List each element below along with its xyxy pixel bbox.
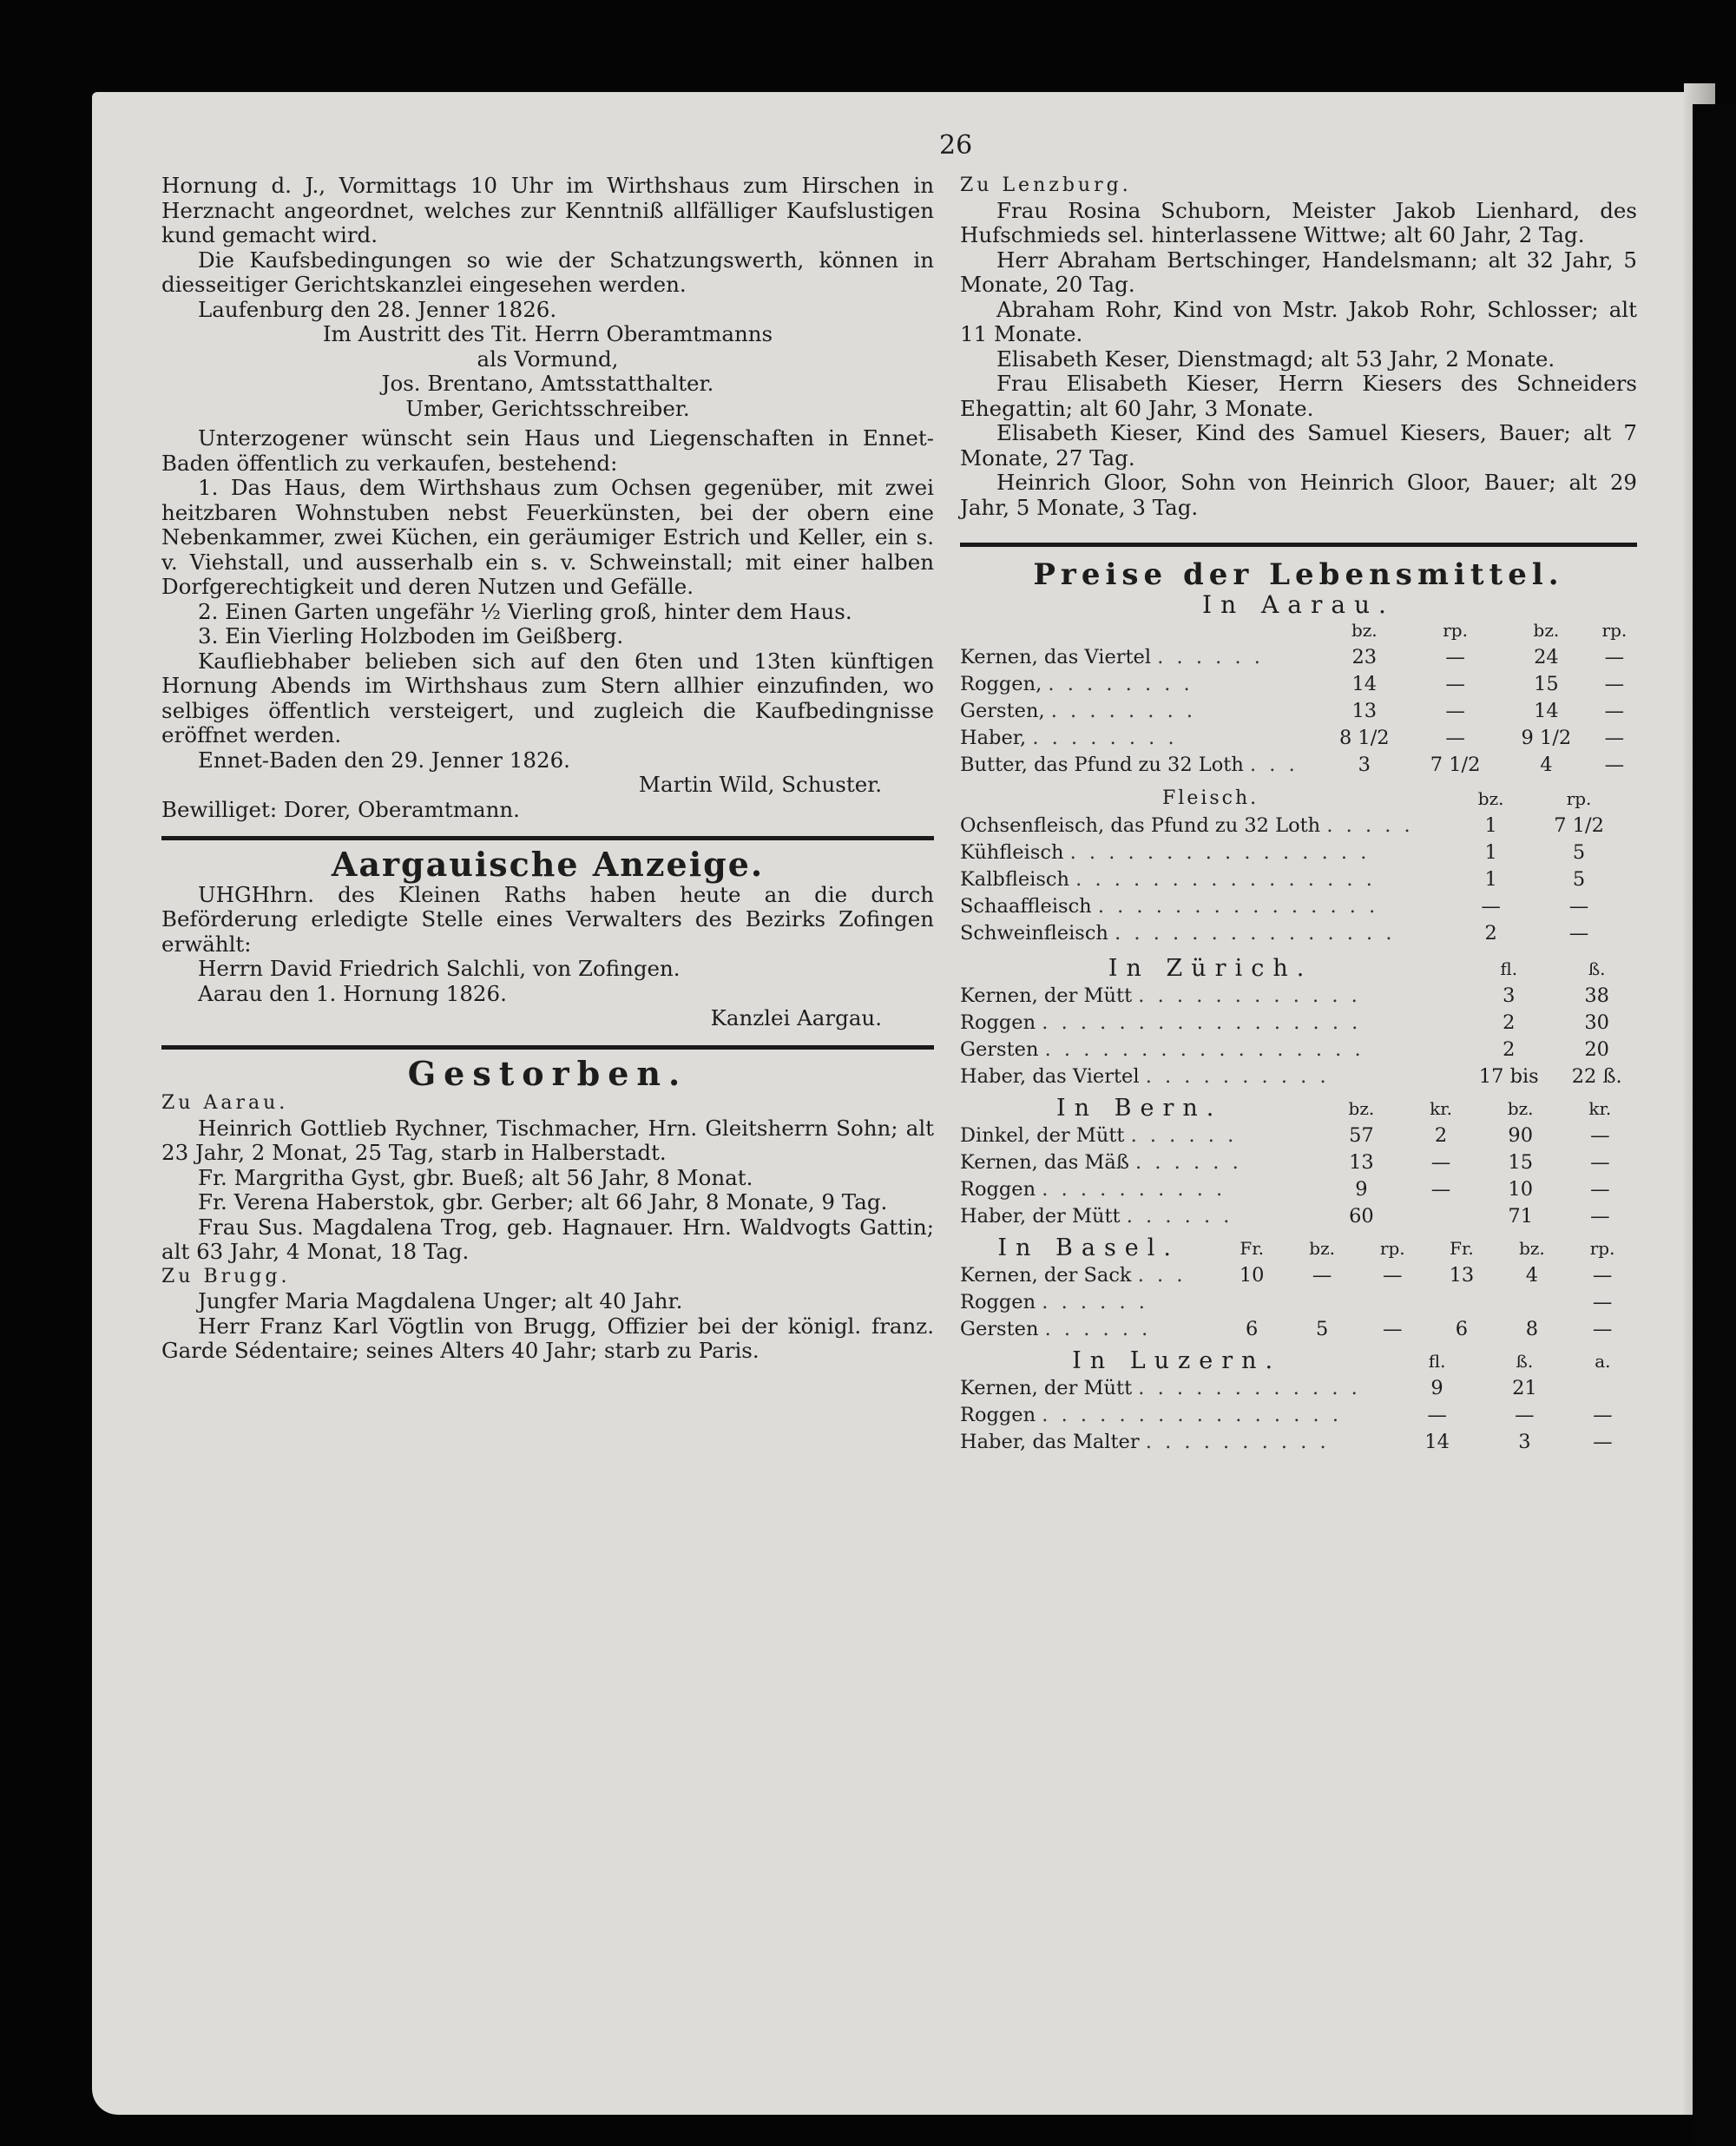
death-entry: Herr Franz Karl Vögtlin von Brugg, Offizier bei der königl. franz. Garde Sédentaire; seines Alters 40 Jahr; starb zu Paris. xyxy=(161,1313,934,1363)
market-heading-basel: In Basel. xyxy=(997,1234,1180,1262)
price-cell: 4 xyxy=(1540,754,1553,777)
price-label: Haber, der Mütt xyxy=(960,1205,1121,1228)
price-cell: — xyxy=(1383,1318,1403,1341)
price-cell: 7 1/2 xyxy=(1554,814,1604,838)
column-header: bz. xyxy=(1348,1098,1375,1120)
price-table-header xyxy=(960,786,1637,813)
column-header: ß. xyxy=(1588,958,1606,980)
price-cell xyxy=(1496,1289,1568,1316)
price-row: Roggen . . . . . . . . . . . . . . . . — — — xyxy=(960,1402,1637,1429)
price-cell: — xyxy=(1430,1151,1451,1175)
price-label: Roggen, xyxy=(960,673,1042,696)
price-cell: 7 1/2 xyxy=(1430,754,1481,777)
price-label: Roggen xyxy=(960,1404,1036,1427)
sale-item: 2. Einen Garten ungefähr ½ Vierling groß, hinter dem Haus. xyxy=(198,598,852,624)
price-cell: — xyxy=(1593,1431,1613,1454)
price-row: Butter, das Pfund zu 32 Loth . . . 3 7 1/2 4 — xyxy=(960,752,1637,779)
price-table-header xyxy=(960,617,1637,644)
price-cell: — xyxy=(1445,700,1465,723)
price-cell: — xyxy=(1383,1264,1403,1287)
price-row: Kernen, der Sack . . . 10 — — 13 4 — xyxy=(960,1262,1637,1289)
deaths-place: Zu Brugg. xyxy=(161,1265,291,1287)
prices-title: Preise der Lebensmittel. xyxy=(1033,557,1564,592)
price-cell: 3 xyxy=(1503,984,1516,1008)
price-row: Roggen, . . . . . . . . 14 — 15 — xyxy=(960,671,1637,698)
price-row: Kernen, das Mäß . . . . . . 13 — 15 — xyxy=(960,1149,1637,1176)
price-cell: — xyxy=(1604,727,1625,750)
price-row: Schweinfleisch . . . . . . . . . . . . . . . 2 — xyxy=(960,920,1637,947)
price-row: Kernen, das Viertel . . . . . . 23 — 24 — xyxy=(960,644,1637,671)
price-cell: — xyxy=(1590,1151,1610,1175)
death-entry: Fr. Verena Haberstok, gbr. Gerber; alt 66 Jahr, 8 Monate, 9 Tag. xyxy=(198,1189,888,1215)
aargau-appointee: Herrn David Friedrich Salchli, von Zofingen. xyxy=(198,956,681,981)
section-divider xyxy=(960,543,1637,547)
price-label: Kernen, der Mütt xyxy=(960,984,1133,1008)
column-header: kr. xyxy=(1588,1098,1612,1120)
price-cell xyxy=(1217,1289,1286,1316)
price-cell: — xyxy=(1604,754,1625,777)
price-row: Haber, das Malter . . . . . . . . . . 14 3 — xyxy=(960,1429,1637,1456)
price-row: Dinkel, der Mütt . . . . . . 57 2 90 — xyxy=(960,1122,1637,1149)
signature-line: Umber, Gerichtsschreiber. xyxy=(405,395,690,421)
price-table-header xyxy=(960,1096,1637,1122)
price-label: Haber, xyxy=(960,727,1027,750)
auction-date: Laufenburg den 28. Jenner 1826. xyxy=(198,296,557,322)
price-row: Roggen . . . . . . . . . . . . . . . . . 2 30 xyxy=(960,1010,1637,1037)
deaths-place: Zu Lenzburg. xyxy=(960,174,1132,196)
price-label: Roggen xyxy=(960,1291,1036,1314)
price-cell: 22 ß. xyxy=(1571,1065,1622,1089)
price-row: Kernen, der Mütt . . . . . . . . . . . . 3 38 xyxy=(960,983,1637,1010)
price-cell: 20 xyxy=(1584,1038,1609,1062)
sale-date: Ennet-Baden den 29. Jenner 1826. xyxy=(198,747,570,773)
price-cell: — xyxy=(1445,646,1465,669)
price-cell xyxy=(1568,1375,1637,1402)
price-cell: 13 xyxy=(1449,1264,1475,1287)
price-cell: 57 xyxy=(1349,1124,1374,1148)
price-row: Haber, der Mütt . . . . . . 60 71 — xyxy=(960,1203,1637,1230)
price-row: Gersten . . . . . . 6 5 — 6 8 — xyxy=(960,1316,1637,1343)
price-cell: — xyxy=(1427,1404,1447,1427)
column-header: rp. xyxy=(1589,1238,1615,1260)
column-header: fl. xyxy=(1428,1351,1446,1373)
price-cell: — xyxy=(1604,673,1625,696)
column-header: fl. xyxy=(1500,958,1518,980)
price-label: Kernen, das Viertel xyxy=(960,646,1152,669)
price-cell: 5 xyxy=(1572,868,1586,892)
price-table-fleisch xyxy=(960,786,1637,947)
price-row: Roggen . . . . . . — xyxy=(960,1289,1637,1316)
price-cell xyxy=(1427,1289,1496,1316)
death-entry: Fr. Margritha Gyst, gbr. Bueß; alt 56 Jahr, 8 Monat. xyxy=(198,1164,753,1190)
death-entry: Frau Rosina Schuborn, Meister Jakob Lienhard, des Hufschmieds sel. hinterlassene Wittwe; alt 60 Jahr, 2 Tag. xyxy=(960,197,1637,247)
price-cell: 3 xyxy=(1358,754,1371,777)
price-cell: — xyxy=(1590,1205,1610,1228)
column-header: kr. xyxy=(1430,1098,1452,1120)
price-cell: 71 xyxy=(1508,1205,1534,1228)
price-cell: 1 xyxy=(1484,814,1497,838)
price-cell: — xyxy=(1590,1124,1610,1148)
column-header: Fr. xyxy=(1240,1238,1264,1260)
price-cell: — xyxy=(1568,922,1589,945)
price-label: Schweinfleisch xyxy=(960,922,1108,945)
price-cell: — xyxy=(1593,1404,1613,1427)
price-cell: 15 xyxy=(1508,1151,1534,1175)
price-row: Kühfleisch . . . . . . . . . . . . . . . . 1 5 xyxy=(960,839,1637,866)
section-divider xyxy=(161,836,934,840)
price-cell: 9 1/2 xyxy=(1521,727,1572,750)
price-cell: 6 xyxy=(1455,1318,1469,1341)
column-header: bz. xyxy=(1507,1098,1534,1120)
price-cell: 5 xyxy=(1572,841,1586,865)
price-cell xyxy=(1358,1289,1427,1316)
price-cell: — xyxy=(1604,700,1625,723)
left-column xyxy=(161,174,934,1364)
price-cell: 9 xyxy=(1355,1178,1368,1201)
auction-conditions: Die Kaufsbedingungen so wie der Schatzungswerth, können in diesseitiger Gerichtskanzlei eingesehen werden. xyxy=(161,247,934,297)
market-heading-luzern: In Luzern. xyxy=(1072,1347,1282,1375)
price-label: Gersten, xyxy=(960,700,1045,723)
price-table-header xyxy=(960,1235,1637,1262)
price-label: Kernen, der Sack xyxy=(960,1264,1132,1287)
signature-line: Im Austritt des Tit. Herrn Oberamtmanns xyxy=(322,321,773,346)
price-cell: — xyxy=(1481,895,1501,918)
price-cell: 4 xyxy=(1525,1264,1539,1287)
price-cell: 90 xyxy=(1508,1124,1534,1148)
price-cell: 8 xyxy=(1525,1318,1539,1341)
signature-line: Jos. Brentano, Amtsstatthalter. xyxy=(381,371,714,396)
price-label: Gersten xyxy=(960,1038,1039,1062)
price-table-header xyxy=(960,956,1637,983)
market-heading-fleisch: Fleisch. xyxy=(1162,787,1259,810)
price-cell: — xyxy=(1445,727,1465,750)
section-divider xyxy=(161,1045,934,1050)
price-cell: 10 xyxy=(1239,1264,1265,1287)
death-entry: Abraham Rohr, Kind von Mstr. Jakob Rohr, Schlosser; alt 11 Monate. xyxy=(960,296,1637,346)
price-cell: 1 xyxy=(1484,841,1497,865)
aargau-notice-title: Aargauische Anzeige. xyxy=(331,845,765,884)
sale-closing: Kaufliebhaber belieben sich auf den 6ten und 13ten künftigen Hornung Abends im Wirthshaus zum Stern allhier einzufinden, wo selbiges öffentlich versteigert, und zugleich die Kaufbedingnisse eröffnet werden. xyxy=(161,648,934,747)
price-cell: 13 xyxy=(1351,700,1378,723)
price-row: Haber, das Viertel . . . . . . . . . . 17 bis 22 ß. xyxy=(960,1063,1637,1090)
price-cell: 14 xyxy=(1351,673,1378,696)
column-header: rp. xyxy=(1379,1238,1405,1260)
column-header: ß. xyxy=(1516,1351,1534,1373)
price-table-header xyxy=(960,1348,1637,1375)
price-cell: 60 xyxy=(1349,1205,1374,1228)
price-cell: 3 xyxy=(1518,1431,1531,1454)
price-cell: — xyxy=(1592,1291,1613,1314)
death-entry: Elisabeth Keser, Dienstmagd; alt 53 Jahr, 2 Monate. xyxy=(996,346,1555,372)
price-cell: 2 xyxy=(1484,922,1497,945)
signature-line: als Vormund, xyxy=(477,346,619,372)
death-entry: Heinrich Gottlieb Rychner, Tischmacher, Hrn. Gleitsherrn Sohn; alt 23 Jahr, 2 Monat, 25 Tag, starb in Halberstadt. xyxy=(161,1115,934,1165)
price-row: Gersten . . . . . . . . . . . . . . . . . 2 20 xyxy=(960,1037,1637,1063)
price-label: Schaaffleisch xyxy=(960,895,1092,918)
death-entry: Herr Abraham Bertschinger, Handelsmann; alt 32 Jahr, 5 Monate, 20 Tag. xyxy=(960,247,1637,297)
price-cell: 6 xyxy=(1245,1318,1259,1341)
price-row: Haber, . . . . . . . . 8 1/2 — 9 1/2 — xyxy=(960,725,1637,752)
auction-text: Hornung d. J., Vormittags 10 Uhr im Wirthshaus zum Hirschen in Herznacht angeordnet, welches zur Kenntniß allfälliger Kaufslustigen kund gemacht wird. xyxy=(161,173,934,247)
price-cell: 14 xyxy=(1534,700,1559,723)
column-header: bz. xyxy=(1477,788,1504,810)
deaths-place: Zu Aarau. xyxy=(161,1092,289,1114)
column-header: rp. xyxy=(1443,620,1468,642)
deaths-title: Gestorben. xyxy=(407,1053,688,1093)
price-row: Roggen . . . . . . . . . . 9 — 10 — xyxy=(960,1176,1637,1203)
column-header: Fr. xyxy=(1450,1238,1474,1260)
page-number: 26 xyxy=(939,130,973,161)
right-column xyxy=(960,174,1637,1456)
price-row: Kernen, der Mütt . . . . . . . . . . . . 9 21 xyxy=(960,1375,1637,1402)
price-cell: 30 xyxy=(1584,1011,1609,1035)
column-header: bz. xyxy=(1351,620,1378,642)
price-label: Haber, das Malter xyxy=(960,1431,1140,1454)
price-cell xyxy=(1404,1203,1477,1230)
price-row: Kalbfleisch . . . . . . . . . . . . . . . . 1 5 xyxy=(960,866,1637,893)
price-table-bern xyxy=(960,1096,1637,1230)
price-cell xyxy=(1286,1289,1358,1316)
price-cell: — xyxy=(1515,1404,1535,1427)
price-cell: 24 xyxy=(1534,646,1559,669)
price-cell: 1 xyxy=(1484,868,1497,892)
column-header: bz. xyxy=(1533,620,1560,642)
aargau-date: Aarau den 1. Hornung 1826. xyxy=(198,980,507,1006)
price-cell: — xyxy=(1592,1264,1613,1287)
price-cell: 10 xyxy=(1508,1178,1534,1201)
price-label: Butter, das Pfund zu 32 Loth xyxy=(960,754,1244,777)
sale-signer: Martin Wild, Schuster. xyxy=(638,772,882,797)
price-cell: — xyxy=(1590,1178,1610,1201)
market-heading-aarau: In Aarau. xyxy=(1202,589,1395,619)
price-cell: 14 xyxy=(1424,1431,1450,1454)
sale-approved: Bewilliget: Dorer, Oberamtmann. xyxy=(161,796,520,822)
price-cell: 38 xyxy=(1584,984,1609,1008)
aargau-signer: Kanzlei Aargau. xyxy=(710,1005,882,1030)
price-cell: — xyxy=(1430,1178,1451,1201)
price-row: Schaaffleisch . . . . . . . . . . . . . . . — — xyxy=(960,893,1637,920)
scan-border xyxy=(1693,104,1736,2146)
price-table-aarau xyxy=(960,617,1637,779)
price-label: Roggen xyxy=(960,1178,1036,1201)
price-label: Kühfleisch xyxy=(960,841,1064,865)
column-header: a. xyxy=(1595,1351,1611,1373)
price-cell: 8 1/2 xyxy=(1338,727,1390,750)
price-cell: 21 xyxy=(1512,1377,1537,1400)
market-heading-bern: In Bern. xyxy=(1056,1095,1223,1122)
price-cell: 13 xyxy=(1349,1151,1374,1175)
price-cell: 23 xyxy=(1351,646,1378,669)
price-cell: — xyxy=(1312,1264,1332,1287)
market-heading-zuerich: In Zürich. xyxy=(1108,955,1313,983)
death-entry: Heinrich Gloor, Sohn von Heinrich Gloor, Bauer; alt 29 Jahr, 5 Monate, 3 Tag. xyxy=(960,470,1637,520)
price-cell: 15 xyxy=(1534,673,1559,696)
price-label: Haber, das Viertel xyxy=(960,1065,1140,1089)
price-cell: 2 xyxy=(1503,1038,1516,1062)
price-label: Ochsenfleisch, das Pfund zu 32 Loth xyxy=(960,814,1321,838)
price-cell: — xyxy=(1568,895,1589,918)
price-label: Dinkel, der Mütt xyxy=(960,1124,1125,1148)
price-label: Kalbfleisch xyxy=(960,868,1069,892)
price-table-luzern xyxy=(960,1348,1637,1456)
price-cell: 9 xyxy=(1430,1377,1443,1400)
column-header: rp. xyxy=(1566,788,1592,810)
price-cell: 17 bis xyxy=(1478,1065,1539,1089)
aargau-notice-text: UHGHhrn. des Kleinen Raths haben heute an die durch Beförderung erledigte Stelle eines Verwalters des Bezirks Zofingen erwählt: xyxy=(161,881,934,957)
price-row: Ochsenfleisch, das Pfund zu 32 Loth . . . . . 1 7 1/2 xyxy=(960,813,1637,839)
column-header: bz. xyxy=(1519,1238,1545,1260)
sale-item: 3. Ein Vierling Holzboden im Geißberg. xyxy=(198,623,624,648)
price-cell: 5 xyxy=(1315,1318,1329,1341)
death-entry: Frau Sus. Magdalena Trog, geb. Hagnauer. Hrn. Waldvogts Gattin; alt 63 Jahr, 4 Monat, 18 Tag. xyxy=(161,1214,934,1264)
sale-intro: Unterzogener wünscht sein Haus und Liegenschaften in Ennet-Baden öffentlich zu verkaufen, bestehend: xyxy=(161,425,934,476)
price-cell: — xyxy=(1592,1318,1613,1341)
column-header: bz. xyxy=(1309,1238,1335,1260)
death-entry: Jungfer Maria Magdalena Unger; alt 40 Jahr. xyxy=(198,1288,683,1313)
price-cell: — xyxy=(1445,673,1465,696)
price-cell: — xyxy=(1604,646,1625,669)
price-table-basel xyxy=(960,1235,1637,1343)
price-cell: 2 xyxy=(1503,1011,1516,1035)
price-label: Kernen, das Mäß xyxy=(960,1151,1129,1175)
death-entry: Elisabeth Kieser, Kind des Samuel Kiesers, Bauer; alt 7 Monate, 27 Tag. xyxy=(960,420,1637,471)
column-header: rp. xyxy=(1601,620,1628,642)
sale-item: 1. Das Haus, dem Wirthshaus zum Ochsen gegenüber, mit zwei heitzbaren Wohnstuben nebst Feuerkünsten, bei der obern eine Nebenkammer, zwei Küchen, ein geräumiger Estrich und Keller, ein s. v. Viehstall, und ausserhalb ein s. v. Schweinstall; mit einer halben Dorfgerechtigkeit und deren Nutzen und Gefälle. xyxy=(161,475,934,599)
price-cell: 2 xyxy=(1434,1124,1448,1148)
price-table-zuerich xyxy=(960,956,1637,1090)
death-entry: Frau Elisabeth Kieser, Herrn Kiesers des Schneiders Ehegattin; alt 60 Jahr, 3 Monate. xyxy=(960,371,1637,421)
price-row: Gersten, . . . . . . . . 13 — 14 — xyxy=(960,698,1637,725)
price-label: Roggen xyxy=(960,1011,1036,1035)
price-label: Gersten xyxy=(960,1318,1039,1341)
price-label: Kernen, der Mütt xyxy=(960,1377,1133,1400)
